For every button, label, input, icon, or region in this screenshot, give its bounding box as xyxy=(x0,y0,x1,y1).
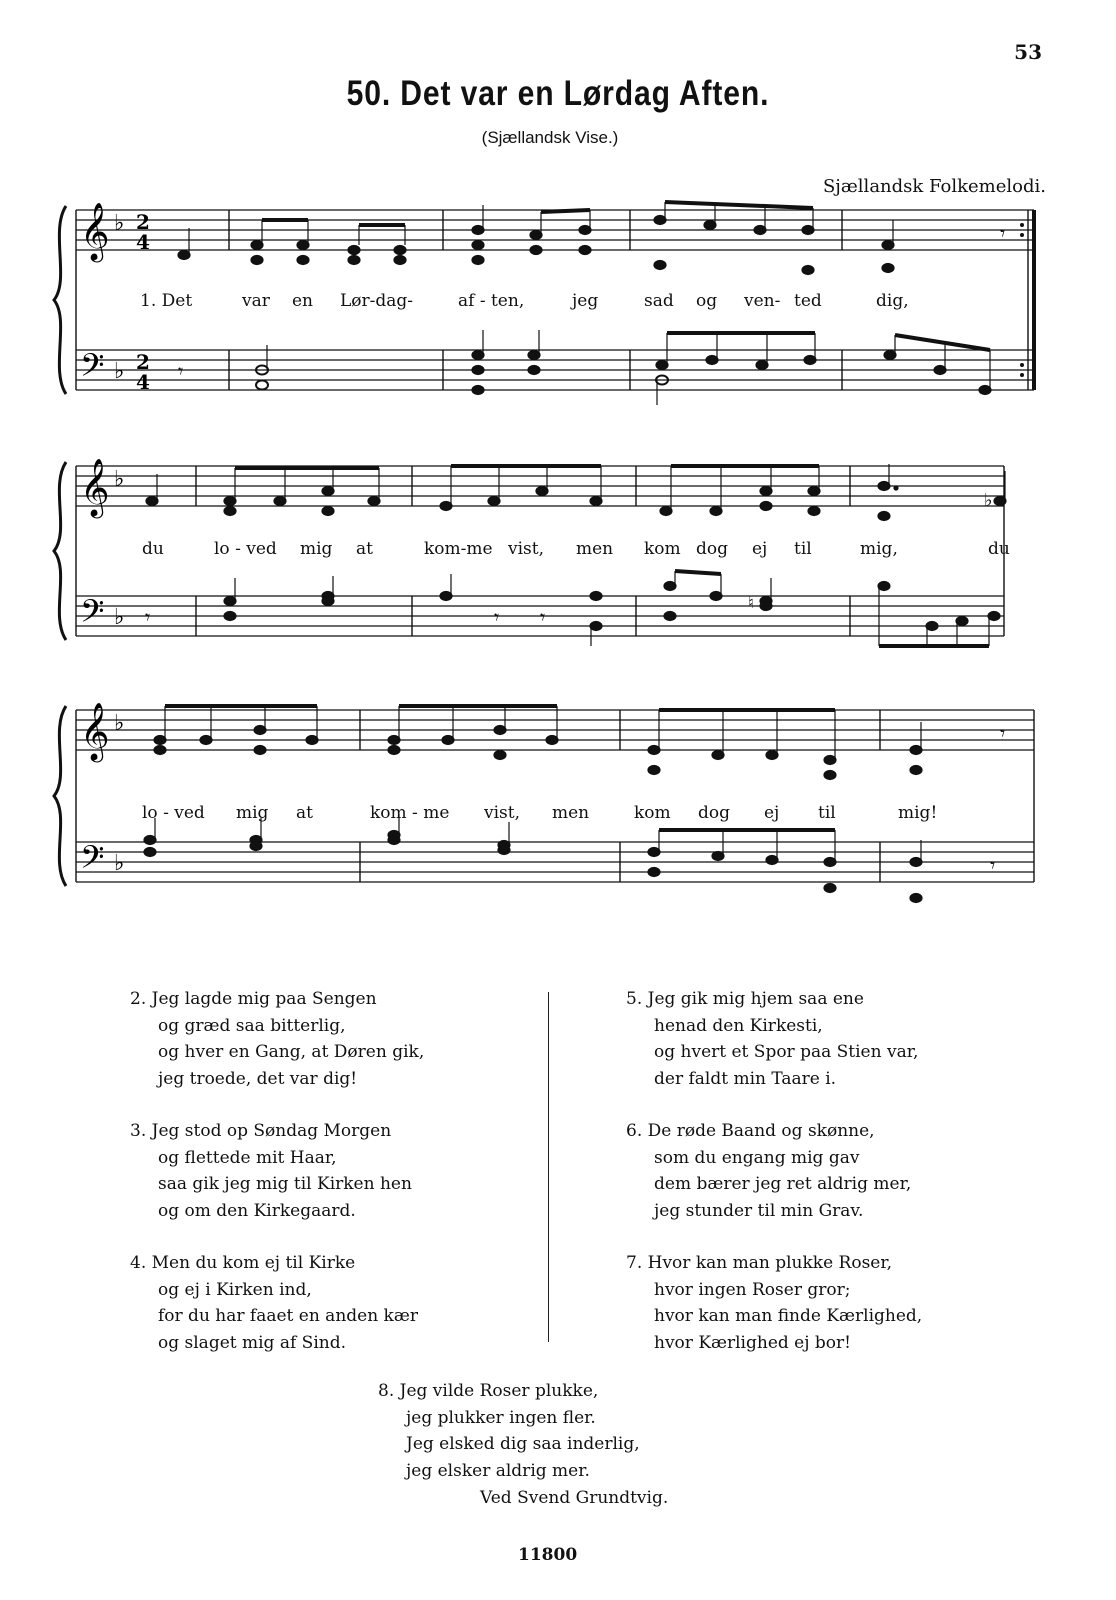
attribution: Ved Svend Grundtvig. xyxy=(480,1488,669,1508)
beams xyxy=(235,466,819,468)
svg-text:4: 4 xyxy=(136,370,150,394)
verse-7: 7. Hvor kan man plukke Roser, hvor ingen Roser gror; hvor kan man finde Kærlighed, hvor Kærlighed ej bor! xyxy=(626,1253,923,1353)
composer-credit: Sjællandsk Folkemelodi. xyxy=(822,176,1046,197)
svg-text:ej: ej xyxy=(764,803,780,823)
verse-5: 5. Jeg gik mig hjem saa ene henad den Kirkesti, og hvert et Spor paa Stien var, der faldt min Taare i. xyxy=(626,989,919,1089)
verse-4: 4. Men du kom ej til Kirke og ej i Kirken ind, for du har faaet en anden kær og slaget mig af Sind. xyxy=(130,1253,418,1353)
svg-text:til: til xyxy=(818,803,836,823)
svg-text:var: var xyxy=(242,291,270,311)
svg-text:sad: sad xyxy=(644,291,674,311)
svg-text:1. Det: 1. Det xyxy=(140,291,193,311)
verses-left-column xyxy=(130,986,424,1382)
svg-text:kom - me: kom - me xyxy=(370,803,450,823)
key-flat: ♭ xyxy=(114,467,125,492)
verse-3: 3. Jeg stod op Søndag Morgen og flettede mit Haar, saa gik jeg mig til Kirken hen og om den Kirkegaard. xyxy=(130,1121,412,1221)
lyrics-line-2 xyxy=(142,539,1010,559)
key-flat: ♭ xyxy=(114,711,125,736)
verses-right-column xyxy=(626,986,922,1382)
beams xyxy=(262,202,813,225)
music-system-2 xyxy=(0,446,1116,666)
svg-text:ej: ej xyxy=(752,539,768,559)
repeat-dots xyxy=(1020,223,1024,377)
treble-notes xyxy=(146,464,1006,521)
treble-notes xyxy=(178,202,894,275)
svg-text:2: 2 xyxy=(136,350,150,374)
svg-text:𝄾: 𝄾 xyxy=(178,359,184,383)
plate-number: 11800 xyxy=(518,1545,578,1565)
svg-text:at: at xyxy=(356,539,373,559)
svg-text:men: men xyxy=(576,539,614,559)
svg-text:dog: dog xyxy=(698,803,730,823)
key-flat: ♭ xyxy=(114,211,125,236)
svg-text:lo - ved: lo - ved xyxy=(142,803,205,823)
verse-2: 2. Jeg lagde mig paa Sengen og græd saa bitterlig, og hver en Gang, at Døren gik, jeg troede, det var dig! xyxy=(130,989,425,1089)
svg-text:en: en xyxy=(292,291,314,311)
brace xyxy=(54,462,66,640)
svg-text:𝄾: 𝄾 xyxy=(494,605,500,629)
svg-text:4: 4 xyxy=(136,230,150,254)
svg-text:mig,: mig, xyxy=(860,539,898,559)
treble-clef: 𝄞 xyxy=(80,202,110,260)
svg-text:kom: kom xyxy=(634,803,671,823)
song-title: 50. Det var en Lørdag Aften. xyxy=(346,74,770,113)
treble-notes xyxy=(154,706,922,780)
treble-clef: 𝄞 xyxy=(80,458,110,516)
svg-text:kom: kom xyxy=(644,539,681,559)
brace xyxy=(54,206,66,394)
bass-clef: 𝄢 xyxy=(80,347,105,391)
svg-text:Lør-dag-: Lør-dag- xyxy=(340,291,414,311)
page-number: 53 xyxy=(1014,40,1042,64)
bass-clef: 𝄢 xyxy=(80,839,105,883)
svg-text:lo - ved: lo - ved xyxy=(214,539,277,559)
lyrics-line-1 xyxy=(140,291,909,311)
bass-notes xyxy=(178,330,991,405)
svg-text:ven-: ven- xyxy=(744,291,781,311)
bass-notes xyxy=(144,814,922,903)
svg-text:kom-me: kom-me xyxy=(424,539,493,559)
svg-text:2: 2 xyxy=(136,210,150,234)
svg-text:𝄾: 𝄾 xyxy=(145,605,151,629)
svg-text:jeg: jeg xyxy=(572,291,599,311)
svg-text:af - ten,: af - ten, xyxy=(458,291,525,311)
brace xyxy=(54,706,66,886)
svg-text:dog: dog xyxy=(696,539,728,559)
column-divider xyxy=(548,992,549,1342)
key-flat: ♭ xyxy=(114,851,125,876)
svg-text:mig: mig xyxy=(300,539,333,559)
svg-text:vist,: vist, xyxy=(484,803,521,823)
bass-clef: 𝄢 xyxy=(80,593,105,637)
key-flat: ♭ xyxy=(114,605,125,630)
svg-text:mig: mig xyxy=(236,803,269,823)
svg-text:vist,: vist, xyxy=(508,539,545,559)
svg-text:til: til xyxy=(794,539,812,559)
flat-accidental: ♭ xyxy=(984,490,993,511)
eighth-rest: 𝄾 xyxy=(1000,221,1006,245)
song-subtitle: (Sjællandsk Vise.) xyxy=(481,128,619,147)
svg-text:mig!: mig! xyxy=(898,803,938,823)
music-system-3 xyxy=(0,690,1116,920)
eighth-rest: 𝄾 xyxy=(990,853,996,877)
svg-text:du: du xyxy=(142,539,164,559)
verse-8: 8. Jeg vilde Roser plukke, jeg plukker ingen fler. Jeg elsked dig saa inderlig, jeg elsker aldrig mer. xyxy=(378,1381,640,1481)
music-system-1 xyxy=(0,190,1116,420)
treble-clef: 𝄞 xyxy=(80,702,110,760)
natural-accidental: ♮ xyxy=(748,593,754,612)
verse-6: 6. De røde Baand og skønne, som du engang mig gav dem bærer jeg ret aldrig mer, jeg stunder til min Grav. xyxy=(626,1121,912,1221)
svg-text:dig,: dig, xyxy=(876,291,909,311)
lyrics-line-3 xyxy=(142,803,937,823)
svg-text:men: men xyxy=(552,803,590,823)
svg-text:du: du xyxy=(988,539,1010,559)
svg-text:ted: ted xyxy=(794,291,822,311)
svg-text:og: og xyxy=(696,291,718,311)
bass-notes xyxy=(145,571,1000,646)
svg-text:𝄾: 𝄾 xyxy=(540,605,546,629)
key-flat: ♭ xyxy=(114,359,125,384)
svg-text:at: at xyxy=(296,803,313,823)
eighth-rest: 𝄾 xyxy=(1000,721,1006,745)
